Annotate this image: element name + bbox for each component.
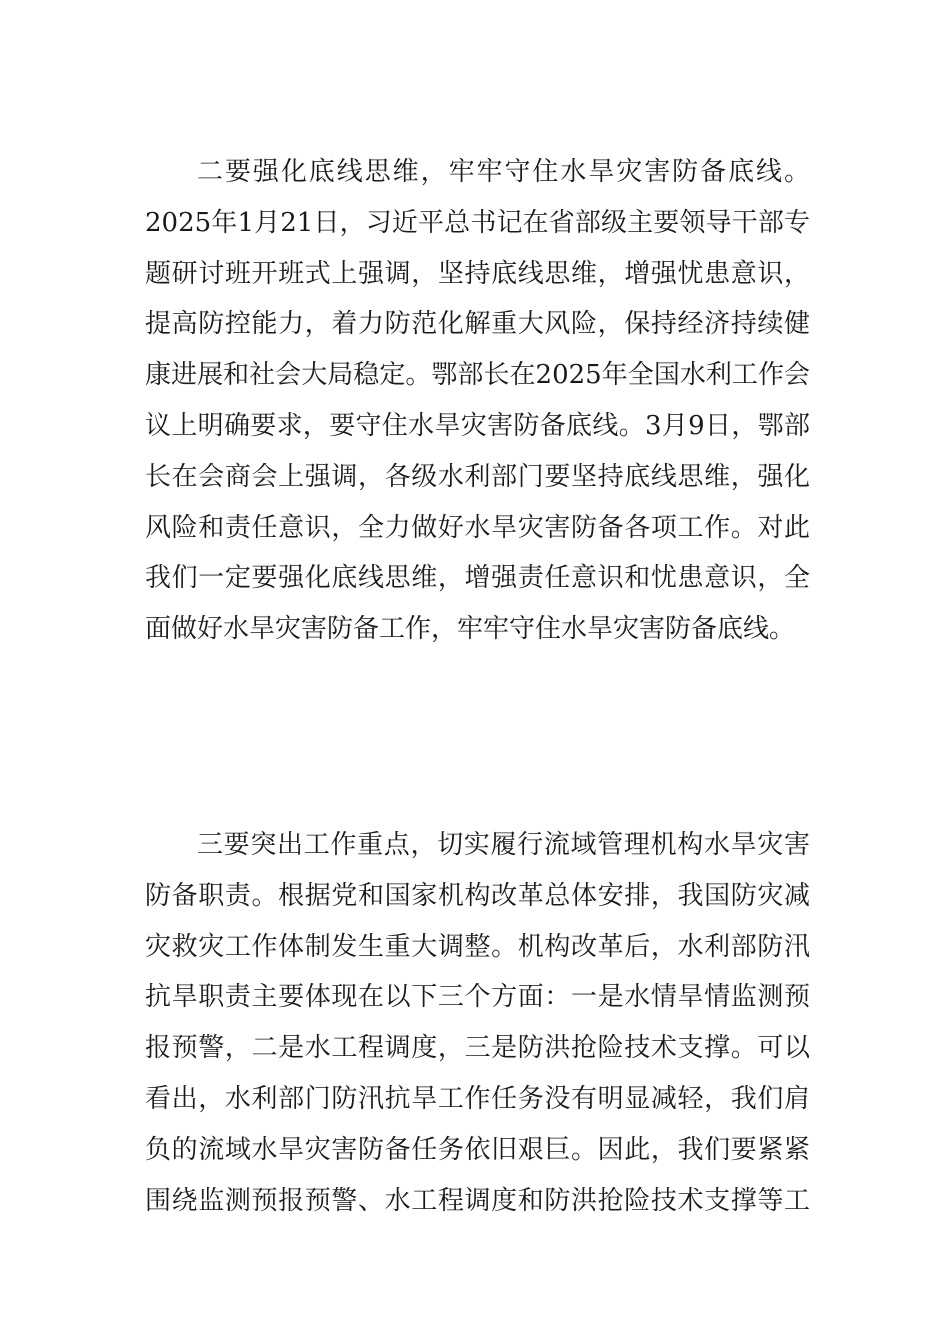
text-line: 报预警，二是水工程调度，三是防洪抢险技术支撑。可以: [145, 1033, 810, 1064]
text-line: 负的流域水旱灾害防备任务依旧艰巨。因此，我们要紧紧: [145, 1134, 810, 1165]
text-line: 风险和责任意识，全力做好水旱灾害防备各项工作。对此: [145, 512, 810, 543]
text-line: 议上明确要求，要守住水旱灾害防备底线。3月9日，鄂部: [145, 410, 810, 441]
text-line: 2025年1月21日，习近平总书记在省部级主要领导干部专: [145, 207, 810, 238]
text-line: 二要强化底线思维，牢牢守住水旱灾害防备底线。: [197, 157, 810, 187]
text-line: 三要突出工作重点，切实履行流域管理机构水旱灾害: [197, 830, 810, 860]
text-line: 看出，水利部门防汛抗旱工作任务没有明显减轻，我们肩: [145, 1083, 810, 1114]
text-line: 面做好水旱灾害防备工作，牢牢守住水旱灾害防备底线。: [145, 614, 796, 645]
paragraph-bottom-line-thinking: [145, 147, 810, 655]
text-line: 我们一定要强化底线思维，增强责任意识和忧患意识，全: [145, 563, 810, 594]
text-line: 防备职责。根据党和国家机构改革总体安排，我国防灾减: [145, 880, 810, 911]
text-line: 围绕监测预报预警、水工程调度和防洪抢险技术支撑等工: [145, 1185, 810, 1216]
text-line: 题研讨班开班式上强调，坚持底线思维，增强忧患意识，: [145, 258, 810, 289]
text-line: 康进展和社会大局稳定。鄂部长在2025年全国水利工作会: [145, 360, 810, 391]
text-line: 抗旱职责主要体现在以下三个方面：一是水情旱情监测预: [145, 982, 810, 1013]
text-line: 灾救灾工作体制发生重大调整。机构改革后，水利部防汛: [145, 931, 810, 962]
paragraph-work-priorities: [145, 820, 810, 1226]
text-line: 长在会商会上强调，各级水利部门要坚持底线思维，强化: [145, 461, 810, 492]
text-line: 提高防控能力，着力防范化解重大风险，保持经济持续健: [145, 309, 810, 340]
